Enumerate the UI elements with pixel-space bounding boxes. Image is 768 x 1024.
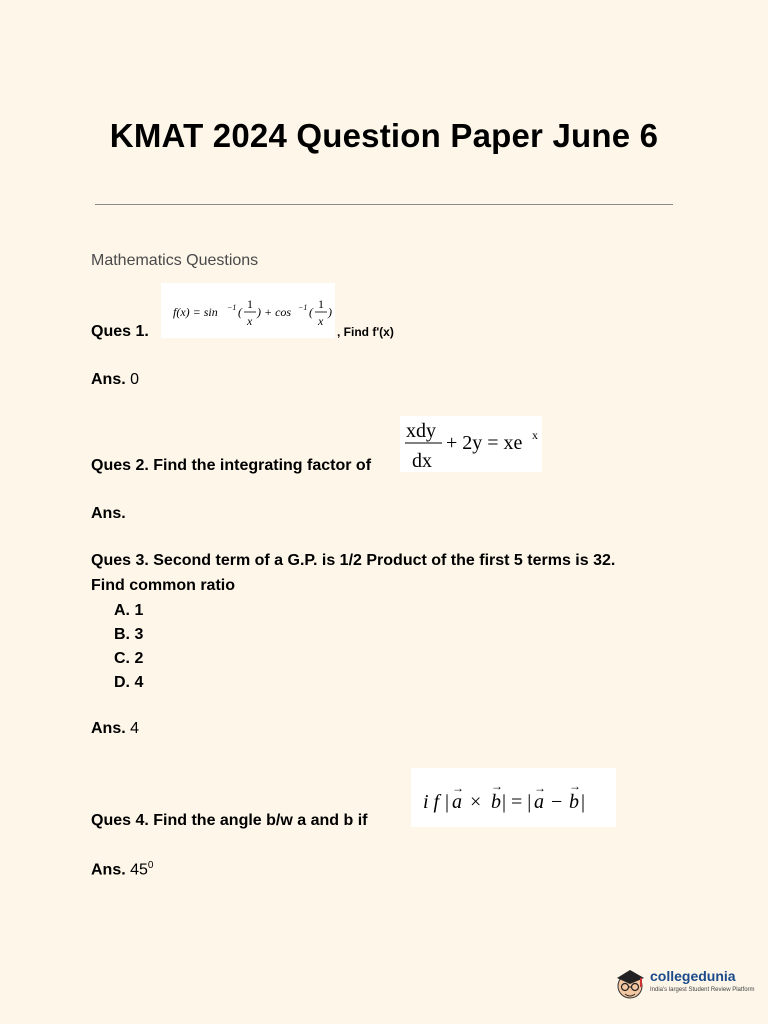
collegedunia-logo	[614, 962, 755, 1004]
svg-text:b: b	[491, 791, 501, 813]
mascot-icon	[614, 964, 648, 1004]
svg-text:×: ×	[470, 791, 482, 813]
svg-text:+ 2y = xe: + 2y = xe	[446, 432, 523, 454]
q1-formula	[161, 283, 335, 338]
svg-text:a: a	[452, 791, 462, 813]
svg-text:| = |: | = |	[502, 791, 532, 813]
svg-text:(: (	[238, 305, 242, 319]
q1-suffix: , Find f'(x)	[337, 325, 394, 339]
svg-text:f(x) = sin: f(x) = sin	[173, 305, 218, 319]
q4-ans-label: Ans.	[91, 861, 126, 879]
q4-answer	[91, 860, 153, 879]
q3-question-line1: Ques 3. Second term of a G.P. is 1/2 Product of the first 5 terms is 32.	[91, 552, 616, 569]
svg-text:) + cos: ) + cos	[257, 305, 292, 319]
svg-text:−: −	[551, 791, 563, 813]
q3-question-line2: Find common ratio	[91, 577, 235, 594]
q1-ans-value: 0	[130, 371, 140, 388]
q3-option-d: D. 4	[114, 674, 144, 691]
svg-text:xdy: xdy	[406, 420, 436, 442]
svg-text:1: 1	[247, 297, 253, 311]
q4-ans-value: 45	[130, 861, 148, 879]
svg-text:1: 1	[318, 297, 324, 311]
q4-formula-image	[411, 768, 616, 827]
q2-ans-label: Ans.	[91, 505, 126, 522]
q1-formula-image	[161, 283, 335, 338]
svg-text:b: b	[569, 791, 579, 813]
svg-text:x: x	[247, 314, 253, 328]
q3-answer	[91, 720, 139, 738]
q3-option-c: C. 2	[114, 650, 144, 667]
q3-ans-value: 4	[130, 720, 140, 737]
svg-text:i f: i f	[423, 791, 440, 813]
logo-tagline: India's largest Student Review Platform	[650, 987, 755, 993]
q2-formula-image	[400, 416, 542, 472]
svg-text:|: |	[581, 791, 586, 813]
svg-text:|: |	[445, 791, 450, 813]
q1-ans-label: Ans.	[91, 371, 126, 388]
q3-option-b: B. 3	[114, 626, 144, 643]
page-title: KMAT 2024 Question Paper June 6	[109, 117, 659, 154]
q4-formula	[411, 768, 616, 827]
svg-text:dx: dx	[412, 450, 432, 472]
q2-formula	[400, 416, 542, 472]
svg-text:a: a	[534, 791, 544, 813]
svg-text:→: →	[534, 781, 546, 795]
divider	[95, 204, 673, 205]
svg-text:): )	[328, 305, 332, 319]
q2-answer	[91, 505, 126, 523]
q1-answer	[91, 371, 139, 389]
svg-text:x: x	[532, 428, 538, 442]
q3-options	[114, 599, 143, 695]
svg-text:→: →	[569, 779, 581, 793]
svg-text:−1: −1	[227, 303, 237, 312]
svg-text:(: (	[309, 305, 313, 319]
q1-label: Ques 1.	[91, 323, 149, 340]
svg-text:→: →	[491, 779, 503, 793]
section-heading: Mathematics Questions	[91, 252, 259, 269]
svg-text:→: →	[452, 781, 464, 795]
svg-text:−1: −1	[298, 303, 308, 312]
q3-option-a: A. 1	[114, 602, 144, 619]
q4-ans-sup: 0	[147, 860, 154, 871]
q1-question	[91, 323, 149, 341]
q3-ans-label: Ans.	[91, 720, 126, 737]
logo-name: collegedunia	[650, 968, 736, 984]
q4-question: Ques 4. Find the angle b/w a and b if	[91, 812, 368, 829]
svg-text:x: x	[318, 314, 324, 328]
q2-question: Ques 2. Find the integrating factor of	[91, 457, 372, 474]
